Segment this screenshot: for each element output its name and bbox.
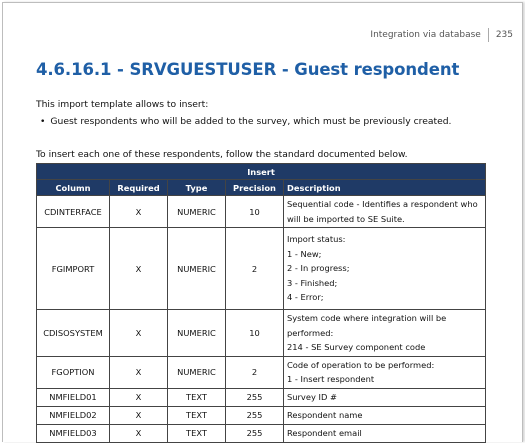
column-cell: CDINTERFACE bbox=[37, 196, 110, 228]
required-cell: X bbox=[110, 388, 168, 406]
table-body bbox=[37, 196, 486, 443]
description-cell bbox=[284, 310, 486, 357]
description-line: Respondent name bbox=[287, 409, 363, 420]
section-title: 4.6.16.1 - SRVGUESTUSER - Guest respondent bbox=[36, 60, 460, 79]
column-cell: NMFIELD02 bbox=[37, 406, 110, 424]
type-cell: NUMERIC bbox=[168, 228, 226, 310]
type-cell: TEXT bbox=[168, 406, 226, 424]
description-line: Import status: bbox=[287, 234, 346, 245]
bullet-text: Guest respondents who will be added to the survey, which must be previously created. bbox=[50, 116, 452, 127]
description-line: Respondent email bbox=[287, 427, 362, 438]
table-caption: Insert bbox=[37, 164, 486, 180]
description-cell bbox=[284, 424, 486, 442]
description-line: Code of operation to be performed: bbox=[287, 359, 435, 370]
required-header: Required bbox=[110, 180, 168, 196]
required-cell: X bbox=[110, 356, 168, 388]
required-cell: X bbox=[110, 196, 168, 228]
description-line: Survey ID # bbox=[287, 391, 337, 402]
required-cell: X bbox=[110, 424, 168, 442]
precision-cell: 255 bbox=[226, 424, 284, 442]
table-row bbox=[37, 388, 486, 406]
table-row bbox=[37, 406, 486, 424]
description-line: System code where integration will be performed: bbox=[287, 313, 447, 338]
description-cell bbox=[284, 196, 486, 228]
description-line: 4 - Error; bbox=[287, 292, 324, 303]
description-line: 2 - In progress; bbox=[287, 263, 350, 274]
table-row bbox=[37, 424, 486, 442]
precision-cell: 255 bbox=[226, 406, 284, 424]
type-cell: NUMERIC bbox=[168, 356, 226, 388]
page-number: 235 bbox=[495, 30, 513, 40]
column-cell: NMFIELD01 bbox=[37, 388, 110, 406]
required-cell: X bbox=[110, 310, 168, 357]
column-cell: FGOPTION bbox=[37, 356, 110, 388]
column-cell: CDISOSYSTEM bbox=[37, 310, 110, 357]
intro-text: This import template allows to insert: bbox=[36, 99, 209, 110]
instruction-text: To insert each one of these respondents, follow the standard documented below. bbox=[36, 149, 408, 160]
description-cell bbox=[284, 388, 486, 406]
type-cell: TEXT bbox=[168, 388, 226, 406]
description-line: 1 - Insert respondent bbox=[287, 374, 375, 384]
description-cell bbox=[284, 356, 486, 388]
precision-header: Precision bbox=[226, 180, 284, 196]
type-cell: NUMERIC bbox=[168, 196, 226, 228]
import-table bbox=[36, 163, 486, 443]
table-row bbox=[37, 310, 486, 357]
type-cell: TEXT bbox=[168, 424, 226, 442]
bullet-item bbox=[40, 116, 451, 127]
precision-cell: 2 bbox=[226, 356, 284, 388]
description-line: 3 - Finished; bbox=[287, 277, 338, 288]
description-header: Description bbox=[284, 180, 486, 196]
precision-cell: 2 bbox=[226, 228, 284, 310]
table-row bbox=[37, 196, 486, 228]
table-row bbox=[37, 228, 486, 310]
section-name: Integration via database bbox=[370, 30, 481, 40]
running-header bbox=[370, 28, 513, 42]
column-header: Column bbox=[37, 180, 110, 196]
column-cell: FGIMPORT bbox=[37, 228, 110, 310]
table-row bbox=[37, 356, 486, 388]
description-line: 214 - SE Survey component code bbox=[287, 342, 426, 352]
column-cell: NMFIELD03 bbox=[37, 424, 110, 442]
precision-cell: 10 bbox=[226, 310, 284, 357]
description-line: Sequential code - Identifies a respondent who will be imported to SE Suite. bbox=[287, 199, 478, 224]
bullet-dot: • bbox=[40, 116, 46, 127]
type-header: Type bbox=[168, 180, 226, 196]
description-cell bbox=[284, 228, 486, 310]
type-cell: NUMERIC bbox=[168, 310, 226, 357]
precision-cell: 10 bbox=[226, 196, 284, 228]
required-cell: X bbox=[110, 228, 168, 310]
header-divider bbox=[488, 28, 489, 42]
precision-cell: 255 bbox=[226, 388, 284, 406]
description-cell bbox=[284, 406, 486, 424]
required-cell: X bbox=[110, 406, 168, 424]
description-line: 1 - New; bbox=[287, 248, 322, 259]
